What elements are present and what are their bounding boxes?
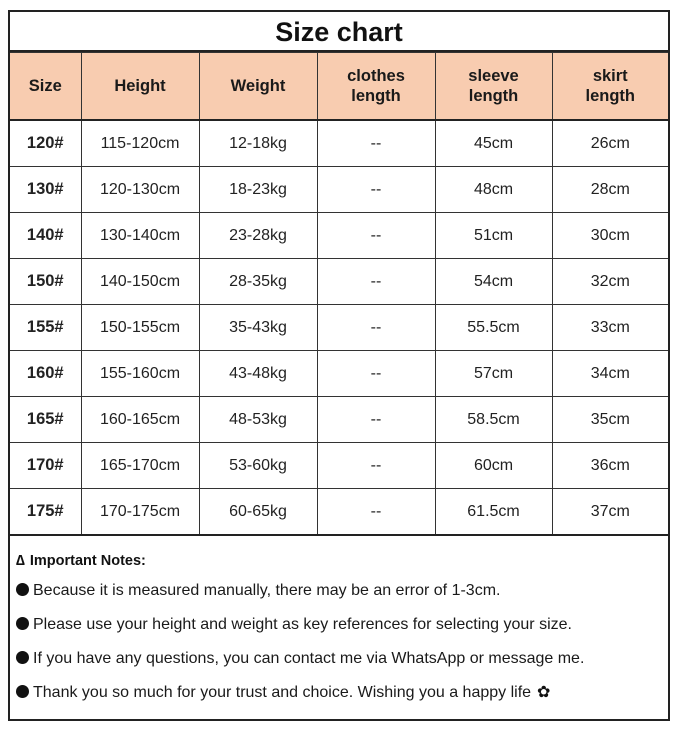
cell-size: 140# — [10, 213, 81, 259]
cell-size: 155# — [10, 305, 81, 351]
cell-height: 165-170cm — [81, 443, 199, 489]
table-row — [10, 397, 668, 443]
cell-sleeve-length: 45cm — [435, 120, 552, 167]
notes-heading — [16, 548, 668, 574]
cell-height: 130-140cm — [81, 213, 199, 259]
size-chart-frame — [8, 10, 670, 721]
cell-weight: 35-43kg — [199, 305, 317, 351]
delta-icon: ∆ — [16, 553, 25, 569]
cell-size: 170# — [10, 443, 81, 489]
header-sleeve-length: sleeve length — [435, 53, 552, 121]
cell-weight: 43-48kg — [199, 351, 317, 397]
table-header-row — [10, 53, 668, 121]
cell-weight: 60-65kg — [199, 489, 317, 536]
cell-height: 115-120cm — [81, 120, 199, 167]
bullet-icon — [16, 685, 29, 698]
header-skirt-length: skirt length — [552, 53, 668, 121]
cell-weight: 28-35kg — [199, 259, 317, 305]
table-row — [10, 259, 668, 305]
table-row — [10, 213, 668, 259]
cell-size: 160# — [10, 351, 81, 397]
cell-clothes-length: -- — [317, 489, 435, 536]
cell-skirt-length: 32cm — [552, 259, 668, 305]
cell-sleeve-length: 61.5cm — [435, 489, 552, 536]
cell-weight: 18-23kg — [199, 167, 317, 213]
bullet-icon — [16, 583, 29, 596]
cell-height: 140-150cm — [81, 259, 199, 305]
table-row — [10, 443, 668, 489]
cell-clothes-length: -- — [317, 120, 435, 167]
cell-sleeve-length: 60cm — [435, 443, 552, 489]
cell-clothes-length: -- — [317, 397, 435, 443]
important-notes — [10, 536, 668, 710]
cell-sleeve-length: 54cm — [435, 259, 552, 305]
cell-skirt-length: 35cm — [552, 397, 668, 443]
cell-height: 160-165cm — [81, 397, 199, 443]
notes-heading-text: Important Notes: — [29, 553, 146, 569]
cell-skirt-length: 37cm — [552, 489, 668, 536]
cell-sleeve-length: 55.5cm — [435, 305, 552, 351]
cell-size: 165# — [10, 397, 81, 443]
cell-size: 120# — [10, 120, 81, 167]
table-body — [10, 120, 668, 535]
cell-skirt-length: 36cm — [552, 443, 668, 489]
cell-height: 120-130cm — [81, 167, 199, 213]
header-weight: Weight — [199, 53, 317, 121]
note-item: Thank you so much for your trust and choice. Wishing you a happy life ✿ — [16, 676, 668, 710]
cell-sleeve-length: 51cm — [435, 213, 552, 259]
bullet-icon — [16, 617, 29, 630]
cell-weight: 12-18kg — [199, 120, 317, 167]
cell-sleeve-length: 58.5cm — [435, 397, 552, 443]
cell-clothes-length: -- — [317, 351, 435, 397]
cell-size: 130# — [10, 167, 81, 213]
cell-skirt-length: 33cm — [552, 305, 668, 351]
cell-weight: 23-28kg — [199, 213, 317, 259]
table-row — [10, 305, 668, 351]
header-height: Height — [81, 53, 199, 121]
cell-height: 155-160cm — [81, 351, 199, 397]
cell-clothes-length: -- — [317, 167, 435, 213]
cell-sleeve-length: 48cm — [435, 167, 552, 213]
table-row — [10, 120, 668, 167]
table-row — [10, 167, 668, 213]
cell-weight: 53-60kg — [199, 443, 317, 489]
cell-clothes-length: -- — [317, 443, 435, 489]
cell-sleeve-length: 57cm — [435, 351, 552, 397]
cell-skirt-length: 34cm — [552, 351, 668, 397]
note-item: If you have any questions, you can contact me via WhatsApp or message me. — [16, 642, 668, 676]
cell-height: 170-175cm — [81, 489, 199, 536]
page-title: Size chart — [10, 12, 668, 52]
cell-skirt-length: 26cm — [552, 120, 668, 167]
cell-clothes-length: -- — [317, 305, 435, 351]
note-item: Because it is measured manually, there may be an error of 1-3cm. — [16, 574, 668, 608]
cell-skirt-length: 28cm — [552, 167, 668, 213]
cell-size: 150# — [10, 259, 81, 305]
header-clothes-length: clothes length — [317, 53, 435, 121]
cell-weight: 48-53kg — [199, 397, 317, 443]
cell-clothes-length: -- — [317, 213, 435, 259]
size-table — [10, 52, 668, 536]
table-row — [10, 351, 668, 397]
cell-size: 175# — [10, 489, 81, 536]
cell-height: 150-155cm — [81, 305, 199, 351]
table-row — [10, 489, 668, 536]
header-size: Size — [10, 53, 81, 121]
cell-clothes-length: -- — [317, 259, 435, 305]
bullet-icon — [16, 651, 29, 664]
cell-skirt-length: 30cm — [552, 213, 668, 259]
note-item: Please use your height and weight as key references for selecting your size. — [16, 608, 668, 642]
flower-icon: ✿ — [537, 684, 551, 701]
